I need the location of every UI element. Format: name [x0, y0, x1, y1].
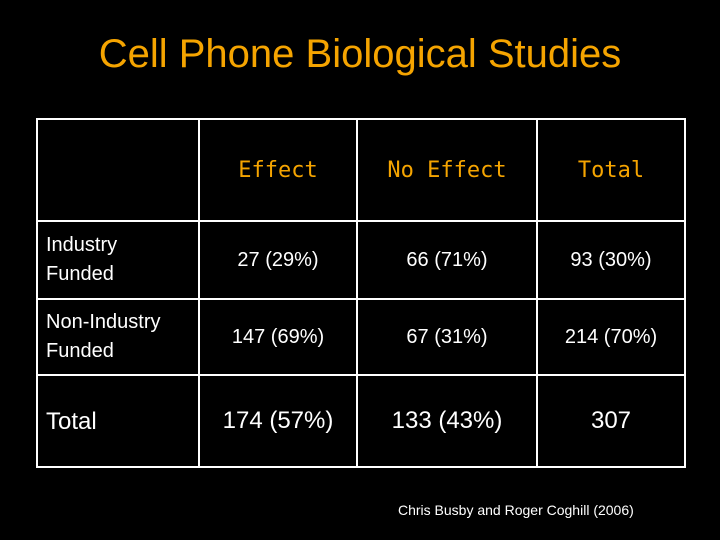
table-cell: 214 (70%) [537, 299, 685, 375]
table-cell: 66 (71%) [357, 221, 537, 299]
table-cell: 27 (29%) [199, 221, 357, 299]
row-label-line: Funded [46, 263, 114, 285]
table-row-industry-funded [37, 221, 685, 299]
table-cell: 174 (57%) [199, 375, 357, 467]
citation: Chris Busby and Roger Coghill (2006) [398, 502, 634, 518]
table-cell: 147 (69%) [199, 299, 357, 375]
table-cell: 307 [537, 375, 685, 467]
row-label-line: Non-Industry [46, 311, 161, 333]
table-row-non-industry-funded [37, 299, 685, 375]
header-total: Total [537, 119, 685, 221]
header-corner-cell [37, 119, 199, 221]
table-cell: 133 (43%) [357, 375, 537, 467]
row-label-industry-funded [37, 221, 199, 299]
row-label-line: Industry [46, 234, 118, 256]
row-label-line: Total [46, 407, 97, 435]
row-label-total [37, 375, 199, 467]
row-label-non-industry-funded [37, 299, 199, 375]
table-cell: 67 (31%) [357, 299, 537, 375]
table-header-row [37, 119, 685, 221]
funding-effect-table [36, 118, 686, 468]
slide-title: Cell Phone Biological Studies [98, 32, 622, 76]
row-label-line: Funded [46, 340, 114, 362]
table-row-total [37, 375, 685, 467]
table-cell: 93 (30%) [537, 221, 685, 299]
header-effect: Effect [199, 119, 357, 221]
header-no-effect: No Effect [357, 119, 537, 221]
